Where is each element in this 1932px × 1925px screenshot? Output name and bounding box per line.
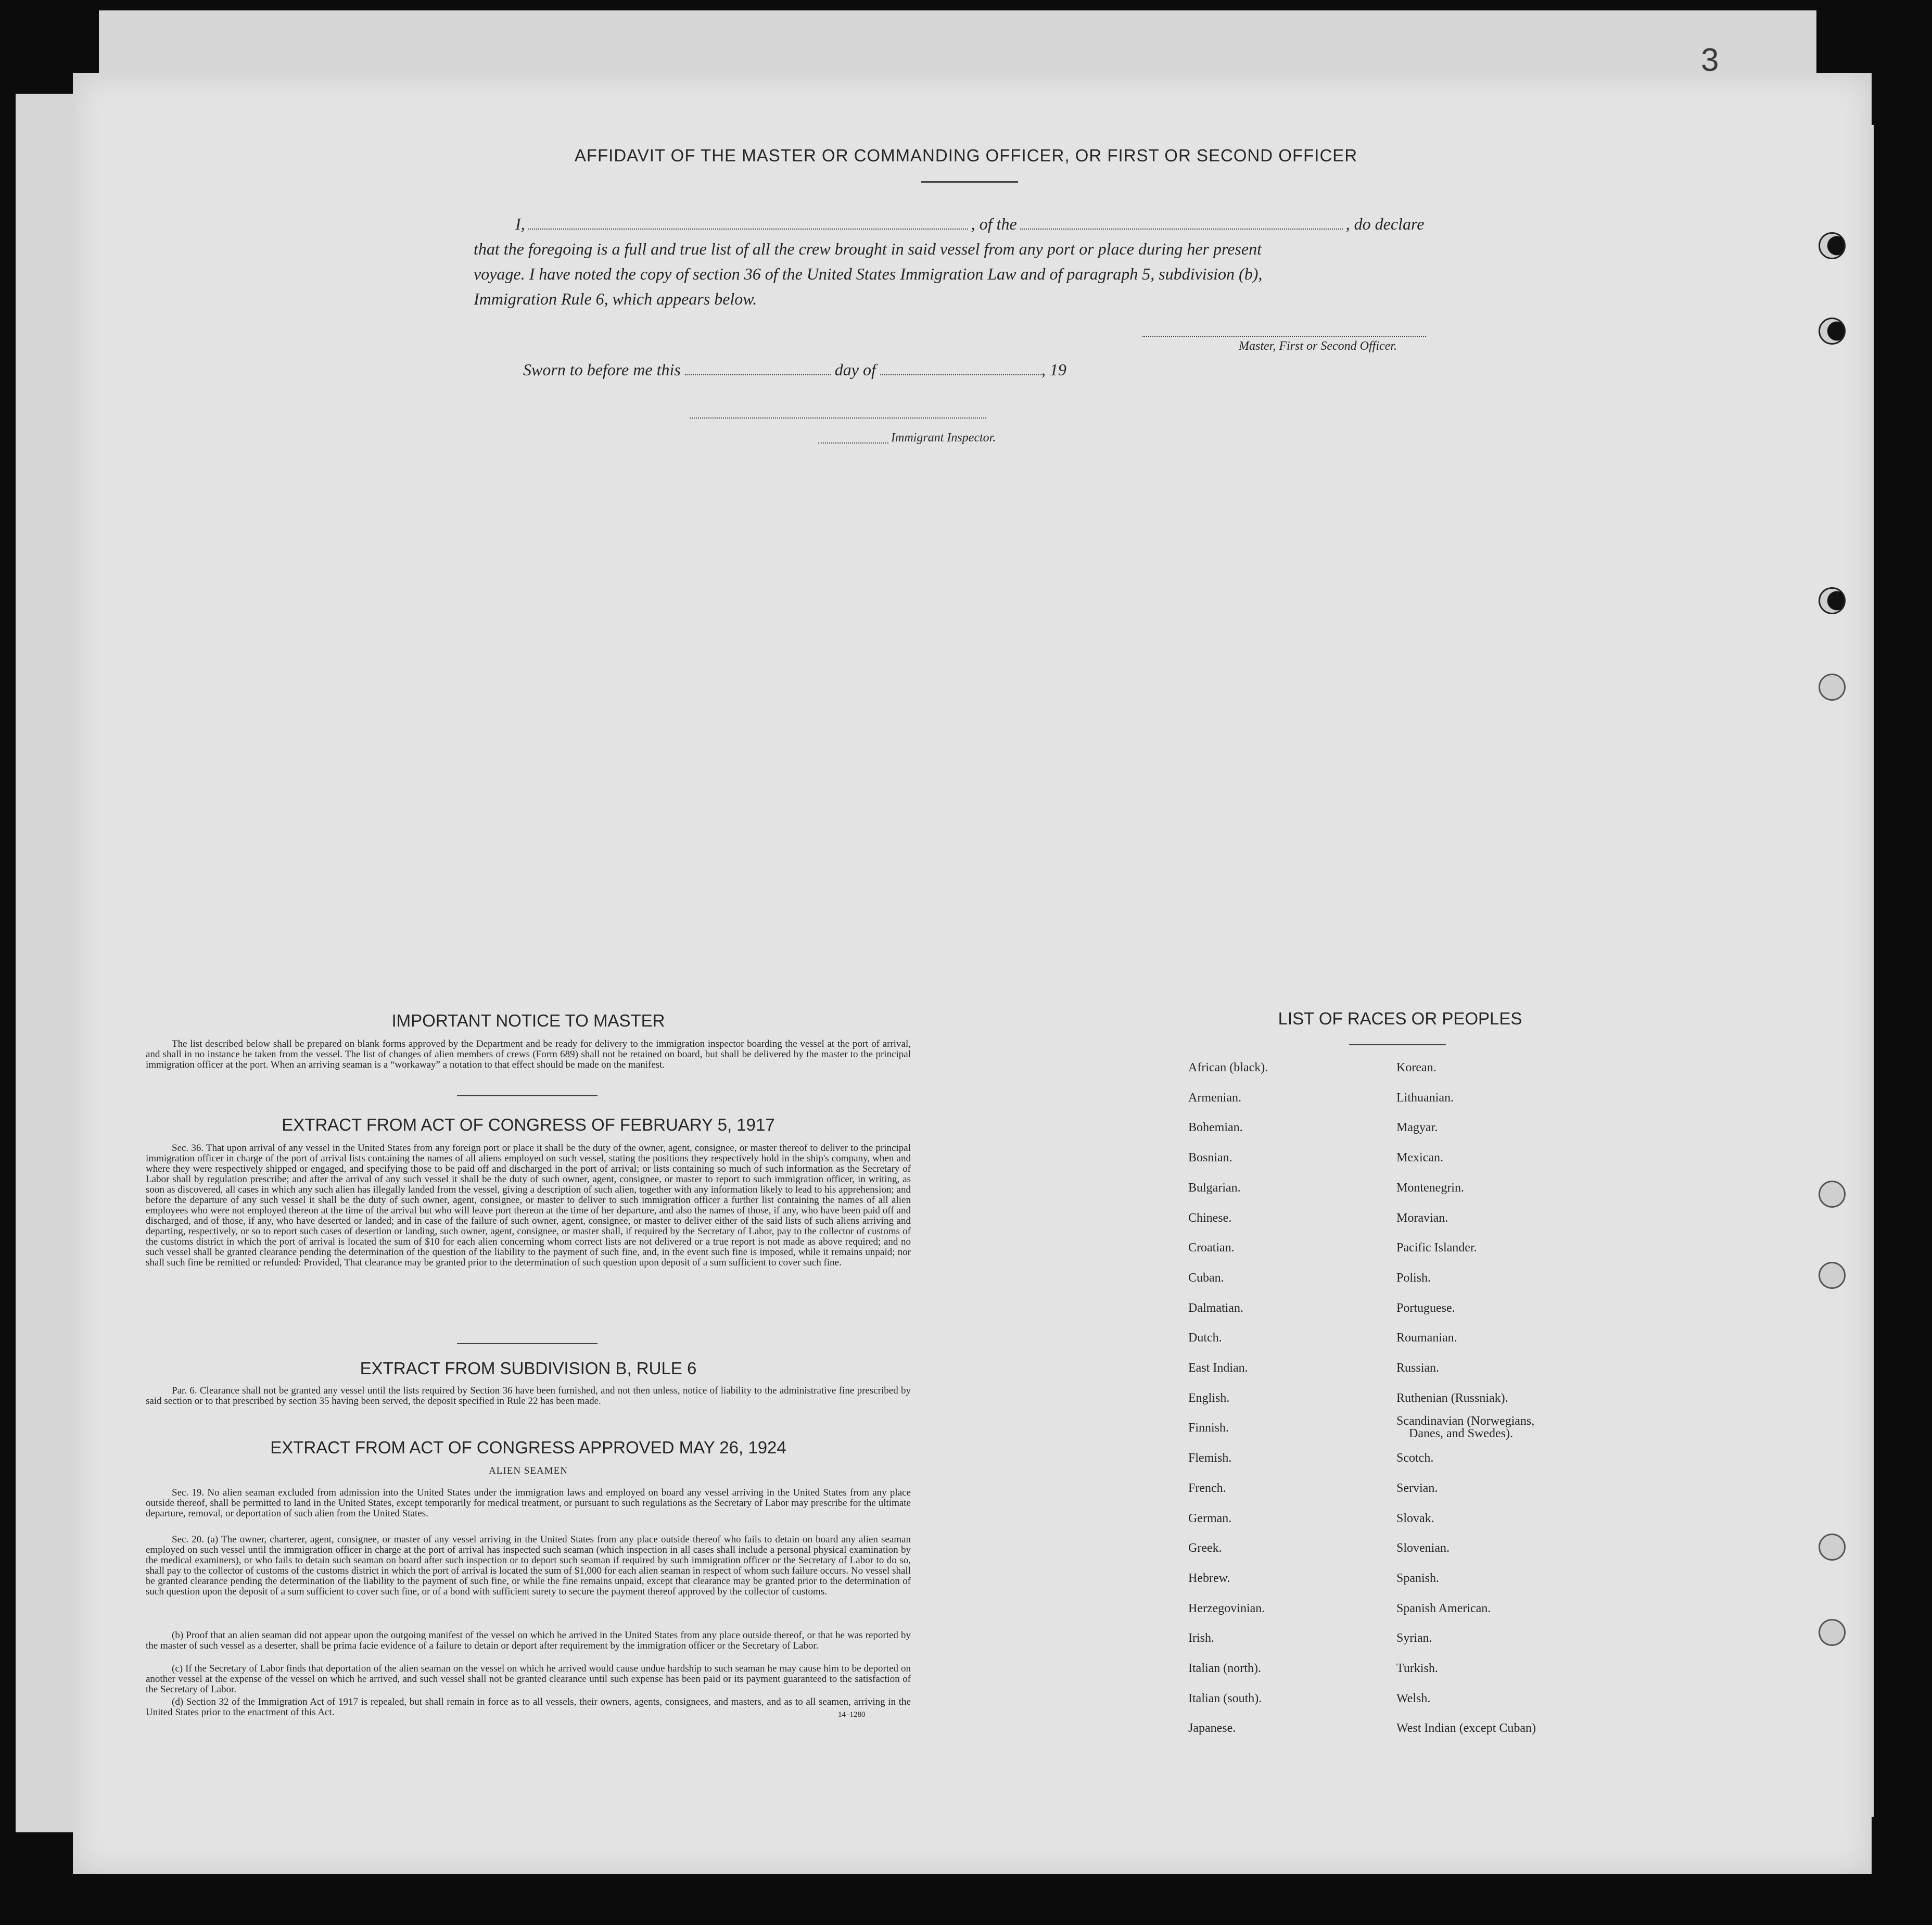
race-label: Lithuanian. <box>1396 1091 1454 1105</box>
form-number: 14–1280 <box>838 1711 866 1719</box>
declaration-line-1 <box>474 211 1473 236</box>
race-item <box>1396 1241 1477 1255</box>
race-item <box>1396 1415 1534 1440</box>
race-label: Scandinavian (Norwegians, <box>1396 1414 1535 1428</box>
race-item <box>1188 1181 1241 1195</box>
race-label: Pacific Islander. <box>1396 1241 1477 1255</box>
punch-hole <box>1819 674 1846 701</box>
race-item <box>1188 1091 1241 1105</box>
race-item <box>1396 1721 1536 1736</box>
inspector-label: Immigrant Inspector. <box>891 431 996 445</box>
affidavit-title: AFFIDAVIT OF THE MASTER OR COMMANDING OFFICER, OR FIRST OR SECOND OFFICER <box>574 146 1358 165</box>
race-label: Flemish. <box>1188 1451 1232 1465</box>
race-item <box>1396 1331 1457 1345</box>
race-label: Ruthenian (Russniak). <box>1396 1391 1508 1405</box>
divider <box>457 1095 598 1096</box>
race-item <box>1396 1481 1438 1496</box>
race-item <box>1188 1721 1236 1736</box>
race-item <box>1188 1331 1222 1345</box>
race-item <box>1396 1692 1430 1706</box>
race-label: Bulgarian. <box>1188 1181 1241 1195</box>
sworn-prefix: Sworn to before me this <box>523 360 681 379</box>
race-label: Dalmatian. <box>1188 1301 1243 1315</box>
extract-1924-sec20c: (c) If the Secretary of Labor finds that deportation of the alien seaman on the vessel on which he arrived would cause undue hardship to such seaman he may cause him to be deported on another vessel at the expense of the vessel on which he arrived, and such vessel shall not be granted clearance until such expense has been paid or its payment guaranteed to the satisfaction of the Secretary of Labor. <box>146 1663 911 1695</box>
race-label: Spanish American. <box>1396 1602 1491 1615</box>
race-item <box>1396 1211 1448 1225</box>
declaration-line-2: that the foregoing is a full and true list of all the crew brought in said vessel from any port or place during her present <box>474 239 1262 258</box>
extract-1924-subtitle: ALIEN SEAMEN <box>489 1465 568 1476</box>
race-label: Slovenian. <box>1396 1541 1450 1555</box>
race-label: Herzegovinian. <box>1188 1602 1265 1615</box>
extract-1917-title: EXTRACT FROM ACT OF CONGRESS OF FEBRUARY 5, 1917 <box>282 1115 775 1134</box>
race-item <box>1396 1572 1439 1586</box>
race-item <box>1188 1541 1222 1555</box>
sworn-line <box>523 360 1066 379</box>
divider <box>457 1343 598 1344</box>
race-item <box>1188 1512 1231 1526</box>
race-item <box>1396 1391 1508 1405</box>
punch-hole <box>1819 1619 1846 1646</box>
extract-1924-sec20d: (d) Section 32 of the Immigration Act of 1917 is repealed, but shall remain in force as to all vessels, their owners, agents, consignees, and masters, and as to all seamen, arriving in the United States prior to the enactment of this Act. <box>146 1696 911 1718</box>
notice-title: IMPORTANT NOTICE TO MASTER <box>391 1011 665 1030</box>
punch-hole <box>1819 1534 1846 1561</box>
race-item <box>1396 1061 1437 1075</box>
race-label: Armenian. <box>1188 1091 1241 1105</box>
race-item <box>1188 1211 1231 1225</box>
divider <box>921 181 1018 183</box>
declarant-prefix: I, <box>515 214 525 233</box>
extract-1924-title: EXTRACT FROM ACT OF CONGRESS APPROVED MAY 26, 1924 <box>270 1438 786 1457</box>
extract-rule6-title: EXTRACT FROM SUBDIVISION B, RULE 6 <box>360 1359 697 1378</box>
punch-hole <box>1819 1262 1846 1289</box>
race-item <box>1188 1692 1262 1706</box>
master-signature-label: Master, First or Second Officer. <box>1239 339 1397 353</box>
race-item <box>1188 1301 1243 1315</box>
divider <box>1349 1044 1446 1045</box>
race-label: Turkish. <box>1396 1662 1438 1675</box>
race-item <box>1396 1662 1438 1676</box>
race-label: Finnish. <box>1188 1421 1229 1435</box>
race-item <box>1188 1121 1243 1135</box>
race-item <box>1188 1391 1229 1405</box>
race-label: Welsh. <box>1396 1692 1431 1705</box>
master-signature-line <box>1142 336 1426 337</box>
sworn-day-of: day of <box>834 360 876 379</box>
race-label: Spanish. <box>1396 1572 1440 1585</box>
page-number: 3 <box>1701 42 1719 78</box>
back-sheet-top <box>99 10 1816 83</box>
race-label: Croatian. <box>1188 1241 1235 1255</box>
race-label: Japanese. <box>1188 1721 1236 1735</box>
punch-hole <box>1819 1181 1846 1208</box>
races-title: LIST OF RACES OR PEOPLES <box>1278 1009 1522 1028</box>
race-label: Portuguese. <box>1396 1301 1455 1315</box>
race-label: Scotch. <box>1396 1451 1434 1465</box>
race-item <box>1396 1301 1455 1315</box>
race-label: Greek. <box>1188 1541 1222 1555</box>
race-item <box>1396 1091 1454 1105</box>
race-item <box>1396 1181 1464 1195</box>
extract-1924-sec20a: Sec. 20. (a) The owner, charterer, agent, consignee, or master of any vessel arriving in the United States from any place outside thereof who fails to detain on board any alien seaman employed on such vessel until the immigration officer in charge at the port of arrival has inspected such seaman (which inspection in all cases shall include a personal physical examination by the medical examiners), or who fails to detain such seaman on board after such inspection or to deport such seaman if required by such immigration officer or the Secretary of Labor to do so, shall pay to the collector of customs of the customs district in which the port of arrival is located the sum of $1,000 for each alien seaman in respect of whom such failure occurs. No vessel shall be granted clearance pending the determination of the liability to the payment of such fine, or while the fine remains unpaid, except that clearance may be granted prior to the determination of such question upon the deposit of a sum sufficient to cover such fine, or of a bond with sufficient surety to secure the payment thereof approved by the collector of customs. <box>146 1534 911 1597</box>
race-label: Moravian. <box>1396 1211 1448 1225</box>
sworn-month-blank <box>880 362 1041 375</box>
punch-hole <box>1819 232 1846 259</box>
race-label: French. <box>1188 1481 1226 1495</box>
race-label: Bohemian. <box>1188 1121 1243 1134</box>
race-label: Mexican. <box>1396 1151 1443 1164</box>
race-label: Italian (north). <box>1188 1662 1261 1675</box>
notice-body: The list described below shall be prepared on blank forms approved by the Department and be ready for delivery to the immigration inspector boarding the vessel at the port of arrival, and shall in no instance be taken from the vessel. The list of changes of alien members of crews (Form 689) shall not be retained on board, but shall be delivered by the master to the principal immigration officer at the port. When an arriving seaman is a “workaway” a notation to that effect should be made on the manifest. <box>146 1039 911 1070</box>
race-label: Hebrew. <box>1188 1572 1230 1585</box>
race-label: Dutch. <box>1188 1331 1222 1345</box>
of-the-text: , of the <box>971 214 1017 233</box>
race-item <box>1396 1631 1432 1645</box>
race-label: Magyar. <box>1396 1121 1438 1134</box>
affidavit-declaration <box>474 211 1473 311</box>
race-item <box>1396 1271 1431 1285</box>
extract-1924-sec19: Sec. 19. No alien seaman excluded from admission into the United States under the immigration laws and employed on board any vessel arriving in the United States from any place outside thereof, shall be permitted to land in the United States, except temporarily for medical treatment, or pursuant to such regulations as the Secretary of Labor may prescribe for the ultimate departure, removal, or deportation of such alien from the United States. <box>146 1487 911 1519</box>
vessel-name-blank <box>1020 216 1343 230</box>
race-item <box>1188 1572 1230 1586</box>
race-label: German. <box>1188 1512 1232 1525</box>
declaration-line-4: Immigration Rule 6, which appears below. <box>474 289 757 308</box>
race-label: Bosnian. <box>1188 1151 1232 1164</box>
sworn-day-blank <box>685 362 831 375</box>
race-item <box>1396 1541 1450 1555</box>
extract-1917-body: Sec. 36. That upon arrival of any vessel in the United States from any foreign port or place it shall be the duty of the owner, agent, consignee, or master thereof to deliver to the principal immigration officer in charge of the port of arrival lists containing the names of all aliens employed on such vessel, stating the positions they respectively hold in the ship's company, when and where they were respectively shipped or engaged, and specifying those to be paid off and discharged in the port of arrival; or lists containing so much of such information as the Secretary of Labor shall by regulation prescribe; and after the arrival of any such vessel it shall be the duty of such owner, agent, consignee, or master to report to such immigration officer, in writing, as soon as discovered, all cases in which any such alien has illegally landed from the vessel, giving a description of such alien, together with any information likely to lead to his apprehension; and before the departure of any such vessel it shall be the duty of such owner, agent, consignee, or master to deliver to such immigration officer a further list containing the names of all alien employees who were not employed thereon at the time of the arrival but who will leave port thereon at the time of her departure, and also the names of those, if any, who have been paid off and discharged, and of those, if any, who have deserted or landed; and in case of the failure of such owner, agent, consignee, or master to deliver either of the said lists of such aliens arriving and departing, respectively, or so to report such cases of desertion or landing, such owner, agent, consignee, or master shall, if required by the Secretary of Labor, pay to the collector of customs of the customs district in which the port of arrival is located the sum of $10 for each alien concerning whom correct lists are not delivered or a true report is not made as above required; and no such vessel shall be granted clearance pending the determination of the question of the liability to the payment of such fine, and, in the event such fine is imposed, while it remains unpaid; nor shall such fine be remitted or refunded: Provided, That clearance may be granted prior to the determination of such question upon deposit of a sum sufficient to cover such fine. <box>146 1143 911 1268</box>
declarant-name-blank <box>528 216 968 230</box>
race-label: Polish. <box>1396 1271 1431 1285</box>
race-label: Roumanian. <box>1396 1331 1457 1345</box>
race-item <box>1188 1481 1226 1496</box>
race-item <box>1188 1151 1232 1165</box>
race-item <box>1188 1662 1261 1676</box>
race-label: African (black). <box>1188 1061 1268 1074</box>
declare-text: , do declare <box>1345 214 1425 233</box>
document-sheet <box>73 73 1872 1874</box>
extract-rule6-body: Par. 6. Clearance shall not be granted any vessel until the lists required by Section 36 have been furnished, and not then unless, notice of liability to the administrative fine prescribed by said section or to that prescribed by section 35 having been served, the deposit specified in Rule 22 has been made. <box>146 1385 911 1407</box>
race-item <box>1396 1121 1438 1135</box>
punch-hole <box>1819 587 1846 614</box>
punch-hole <box>1819 318 1846 345</box>
race-label: Syrian. <box>1396 1631 1432 1645</box>
race-label: Chinese. <box>1188 1211 1232 1225</box>
extract-1924-sec20b: (b) Proof that an alien seaman did not appear upon the outgoing manifest of the vessel on which he arrived in the United States from any place outside thereof, or that he was reported by the master of such vessel as a deserter, shall be prima facie evidence of a failure to detain or deport after requirement by the immigration officer or the Secretary of Labor. <box>146 1630 911 1651</box>
race-item <box>1188 1421 1229 1435</box>
race-label: East Indian. <box>1188 1361 1248 1375</box>
race-label: Korean. <box>1396 1061 1437 1074</box>
race-label: Italian (south). <box>1188 1692 1262 1705</box>
race-item <box>1188 1361 1248 1375</box>
race-item <box>1396 1602 1491 1616</box>
race-label: Russian. <box>1396 1361 1440 1375</box>
race-item <box>1188 1451 1231 1465</box>
race-item <box>1396 1512 1434 1526</box>
race-label: Irish. <box>1188 1631 1214 1645</box>
race-label-continued: Danes, and Swedes). <box>1409 1427 1513 1440</box>
inspector-signature-line <box>690 417 986 419</box>
race-label: West Indian (except Cuban) <box>1396 1721 1536 1735</box>
race-item <box>1188 1241 1235 1255</box>
race-item <box>1188 1061 1268 1075</box>
race-label: Montenegrin. <box>1396 1181 1464 1195</box>
declaration-line-3: voyage. I have noted the copy of section 36 of the United States Immigration Law and of paragraph 5, subdivision (b), <box>474 264 1263 283</box>
race-item <box>1188 1631 1214 1645</box>
race-item <box>1396 1451 1433 1465</box>
race-label: Slovak. <box>1396 1512 1434 1525</box>
race-label: Cuban. <box>1188 1271 1224 1285</box>
sworn-year: , 19 <box>1041 360 1066 379</box>
race-item <box>1188 1271 1224 1285</box>
inspector-short-line <box>818 442 888 444</box>
race-label: English. <box>1188 1391 1230 1405</box>
race-label: Servian. <box>1396 1481 1438 1495</box>
race-item <box>1396 1361 1439 1375</box>
race-item <box>1188 1602 1265 1616</box>
race-item <box>1396 1151 1443 1165</box>
